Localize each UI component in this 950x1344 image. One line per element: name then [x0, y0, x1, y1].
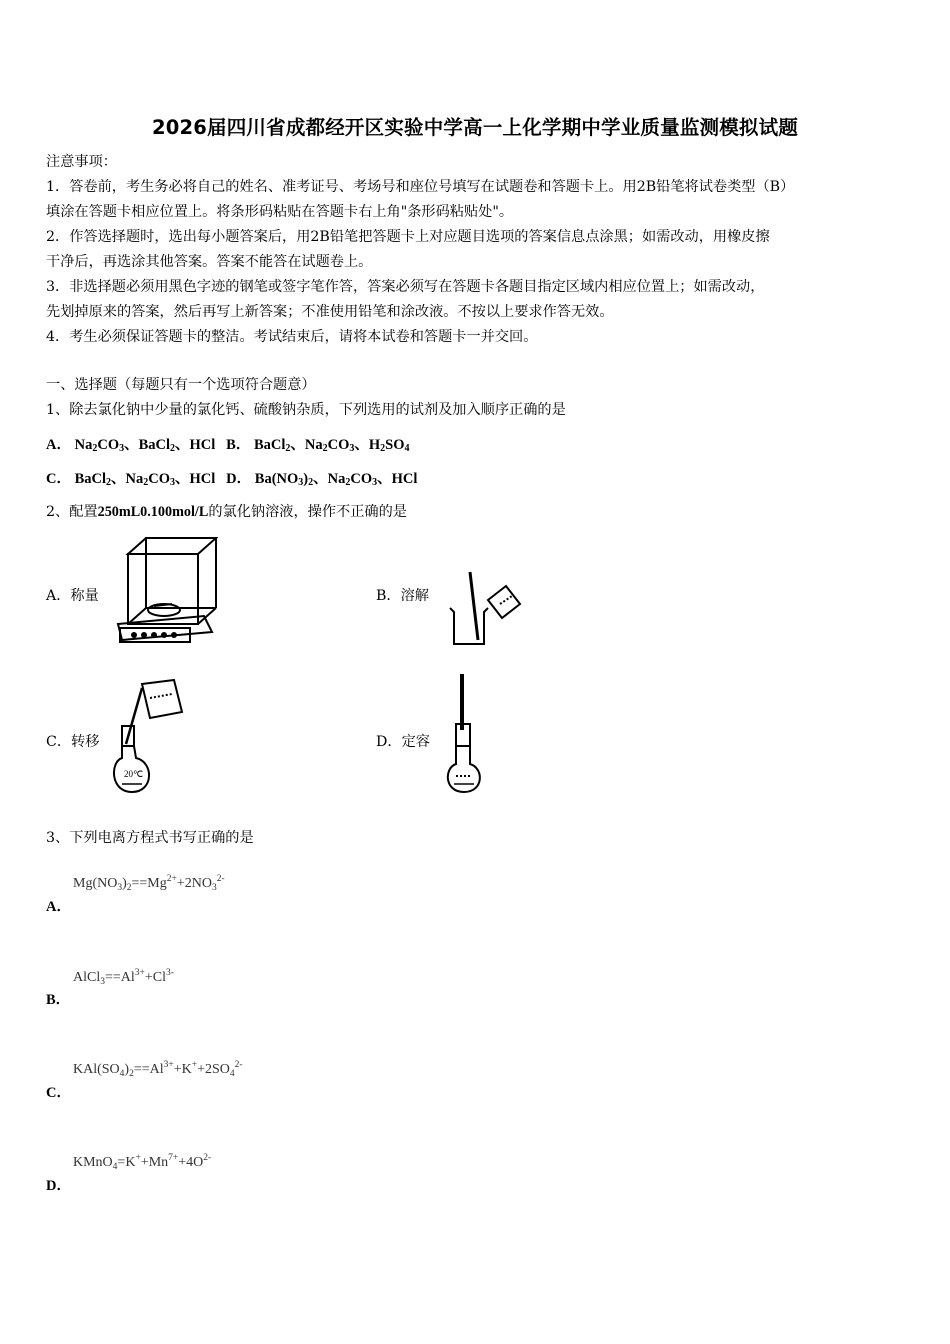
question-2-stem: 2、配置250mL0.100mol/L的氯化钠溶液，操作不正确的是 — [46, 504, 407, 520]
option-a-label: A． — [46, 437, 71, 453]
question-3-stem: 3、下列电离方程式书写正确的是 — [46, 830, 254, 846]
equation-d: $KMnO_4=K^++Mn^{7+}+4O^{2-}$ — [73, 1153, 212, 1172]
option-d-label: D． — [226, 471, 252, 487]
flask-label: 20℃ — [124, 769, 144, 779]
equation-b: $AlCl_3==Al^{3+}+Cl^{3-}$ — [73, 968, 174, 987]
equation-a: $Mg(NO_3)_2==Mg^{2+}+2NO_3^{2-}$ — [73, 874, 225, 893]
notice-item: 3．非选择题必须用黑色字迹的钢笔或签字笔作答，答案必须写在答题卡各题目指定区域内相应位置上；如需改动， — [46, 279, 765, 295]
option-c-label: C． — [46, 1085, 71, 1101]
notice-item: 干净后，再选涂其他答案。答案不能答在试题卷上。 — [46, 254, 373, 270]
option-a-formula: $Na_2CO_3$、BaCl$_2$、HCl — [74, 437, 216, 454]
section-heading: 一、选择题（每题只有一个选项符合题意） — [46, 377, 316, 393]
beaker-illustration — [444, 570, 524, 650]
transfer-flask-illustration — [112, 678, 190, 796]
question-1-stem: 1、除去氯化钠中少量的氯化钙、硫酸钠杂质，下列选用的试剂及加入顺序正确的是 — [46, 402, 566, 418]
volumetric-flask-illustration — [442, 672, 492, 796]
page-title: 2026届四川省成都经开区实验中学高一上化学期中学业质量监测模拟试题 — [151, 116, 799, 139]
notice-item: 1．答卷前，考生务必将自己的姓名、准考证号、考场号和座位号填写在试题卷和答题卡上。用2B铅笔将试卷类型（B） — [46, 179, 795, 195]
question-1-options-row2 — [46, 467, 417, 488]
option-b-label: B． — [46, 992, 71, 1008]
option-a-weighing: A．称量 — [46, 588, 99, 604]
option-b-label: B． — [226, 437, 251, 453]
option-c-formula: BaCl$_2$、$Na_2CO_3$、HCl — [74, 471, 216, 488]
notice-item: 先划掉原来的答案，然后再写上新答案；不准使用铅笔和涂改液。不按以上要求作答无效。 — [46, 304, 614, 320]
option-c-label: C． — [46, 471, 71, 487]
option-d-formula: $Ba(NO_3)_2$、$Na_2CO_3$、HCl — [254, 471, 418, 488]
option-a-label: A． — [46, 899, 71, 915]
notice-item: 2．作答选择题时，选出每小题答案后，用2B铅笔把答题卡上对应题目选项的答案信息点涂黑；如需改动，用橡皮擦 — [46, 229, 770, 245]
notice-heading: 注意事项： — [46, 154, 117, 170]
balance-illustration — [114, 536, 218, 646]
option-d-volume: D．定容 — [376, 734, 430, 750]
option-d-label: D． — [46, 1178, 71, 1194]
option-b-dissolving: B．溶解 — [376, 588, 429, 604]
option-c-transfer: C．转移 — [46, 734, 100, 750]
notice-item: 4．考生必须保证答题卡的整洁。考试结束后，请将本试卷和答题卡一并交回。 — [46, 329, 538, 345]
question-1-options-row1 — [46, 433, 410, 454]
option-b-formula: BaCl$_2$、$Na_2CO_3$、$H_2SO_4$ — [253, 437, 410, 454]
equation-c: $KAl(SO_4)_2==Al^{3+}+K^++2SO_4^{2-}$ — [73, 1060, 243, 1079]
notice-item: 填涂在答题卡相应位置上。将条形码粘贴在答题卡右上角"条形码粘贴处"。 — [46, 204, 514, 220]
